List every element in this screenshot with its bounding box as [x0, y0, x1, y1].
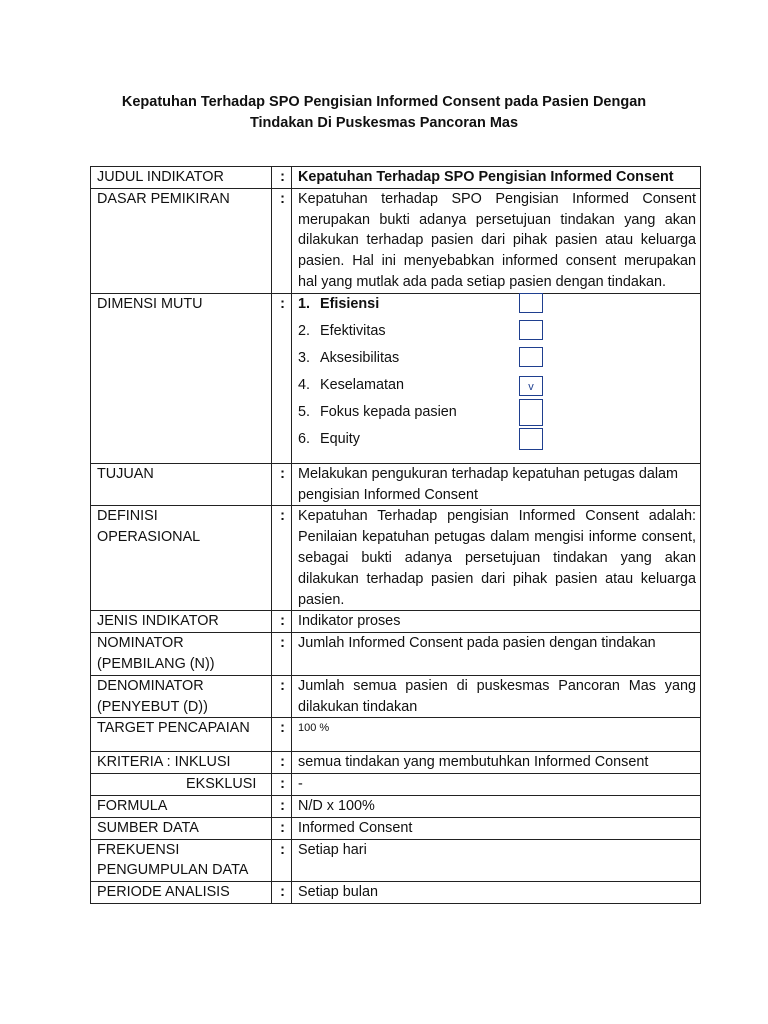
- colon: :: [272, 839, 292, 882]
- dimensi-number: 4.: [298, 376, 311, 393]
- dimensi-label: Fokus kepada pasien: [320, 403, 457, 420]
- label-sumber-data: SUMBER DATA: [91, 817, 272, 839]
- indicator-table: [90, 166, 701, 904]
- label-denominator: [91, 675, 272, 718]
- checkbox-keselamatan[interactable]: v: [519, 376, 543, 396]
- colon: :: [272, 752, 292, 774]
- row-nominator: [91, 633, 701, 676]
- label-jenis-indikator: JENIS INDIKATOR: [91, 611, 272, 633]
- colon: :: [272, 167, 292, 189]
- dimensi-item-equity: [298, 429, 696, 456]
- value-periode-analisis: Setiap bulan: [292, 882, 701, 904]
- row-judul-indikator: [91, 167, 701, 189]
- dimensi-label: Efektivitas: [320, 322, 386, 339]
- checkbox-aksesibilitas[interactable]: [519, 347, 543, 367]
- row-formula: [91, 795, 701, 817]
- checkbox-fokus-pasien[interactable]: [519, 399, 543, 426]
- value-tujuan: Melakukan pengukuran terhadap kepatuhan petugas dalam pengisian Informed Consent: [292, 463, 701, 506]
- value-definisi-operasional: Kepatuhan Terhadap pengisian Informed Consent adalah: Penilaian kepatuhan petugas dalam mengisi informe consent, sebagai bukti adanya persetujuan tindakan yang akan dilakukan terhadap pasien dari pihak pasien atau keluarga pasien.: [292, 506, 701, 611]
- row-denominator: [91, 675, 701, 718]
- label-line: (PENYEBUT (D)): [97, 698, 208, 715]
- dimensi-number: 5.: [298, 403, 311, 420]
- colon: :: [272, 774, 292, 796]
- value-denominator: Jumlah semua pasien di puskesmas Pancoran Mas yang dilakukan tindakan: [292, 675, 701, 718]
- dimensi-number: 6.: [298, 430, 311, 447]
- document-title: [60, 92, 708, 134]
- row-jenis-indikator: [91, 611, 701, 633]
- label-line: DEFINISI: [97, 508, 158, 525]
- label-line: NOMINATOR: [97, 635, 184, 652]
- label-dimensi-mutu: DIMENSI MUTU: [91, 293, 272, 463]
- value-jenis-indikator: Indikator proses: [292, 611, 701, 633]
- row-tujuan: [91, 463, 701, 506]
- title-line-2: Tindakan Di Puskesmas Pancoran Mas: [249, 115, 519, 131]
- label-kriteria-eksklusi: [91, 774, 272, 796]
- row-kriteria-eksklusi: [91, 774, 701, 796]
- label-line: (PEMBILANG (N)): [97, 655, 215, 672]
- label-line: OPERASIONAL: [97, 529, 201, 546]
- colon: :: [272, 611, 292, 633]
- colon: :: [272, 506, 292, 611]
- dimensi-label: Efisiensi: [320, 295, 380, 312]
- value-formula: N/D x 100%: [292, 795, 701, 817]
- colon: :: [272, 882, 292, 904]
- colon: :: [272, 188, 292, 293]
- value-judul-indikator: Kepatuhan Terhadap SPO Pengisian Informed Consent: [292, 167, 701, 189]
- value-frekuensi: Setiap hari: [292, 839, 701, 882]
- colon: :: [272, 633, 292, 676]
- row-dasar-pemikiran: [91, 188, 701, 293]
- dimensi-label: Aksesibilitas: [320, 349, 400, 366]
- label-line: PENGUMPULAN DATA: [97, 862, 249, 879]
- dimensi-list: [298, 294, 696, 456]
- dimensi-item-keselamatan: [298, 375, 696, 402]
- row-dimensi-mutu: [91, 293, 701, 463]
- dimensi-label: Equity: [320, 430, 360, 447]
- value-nominator: Jumlah Informed Consent pada pasien dengan tindakan: [292, 633, 701, 676]
- dimensi-number: 3.: [298, 349, 311, 366]
- dimensi-label: Keselamatan: [320, 376, 404, 393]
- value-dasar-pemikiran: Kepatuhan terhadap SPO Pengisian Informed Consent merupakan bukti adanya persetujuan tindakan yang akan dilakukan terhadap pasien dari pihak pasien atau keluarga pasien. Hal ini menyebabkan informed consent merupakan hal yang mutlak ada pada setiap pasien dengan tindakan.: [292, 188, 701, 293]
- dimensi-item-aksesibilitas: [298, 348, 696, 375]
- row-frekuensi: [91, 839, 701, 882]
- colon: :: [272, 817, 292, 839]
- value-target-pencapaian: 100 %: [292, 718, 701, 752]
- colon: :: [272, 463, 292, 506]
- checkbox-equity[interactable]: [519, 428, 543, 450]
- dimensi-item-fokus-pasien: [298, 402, 696, 429]
- label-line: FREKUENSI: [97, 841, 180, 858]
- title-line-1: Kepatuhan Terhadap SPO Pengisian Informed Consent pada Pasien Dengan: [121, 94, 647, 110]
- row-kriteria-inklusi: [91, 752, 701, 774]
- label-periode-analisis: PERIODE ANALISIS: [91, 882, 272, 904]
- checkbox-efektivitas[interactable]: [519, 320, 543, 340]
- colon: :: [272, 795, 292, 817]
- colon: :: [272, 675, 292, 718]
- value-dimensi-mutu: [292, 293, 701, 463]
- label-dasar-pemikiran: DASAR PEMIKIRAN: [91, 188, 272, 293]
- row-definisi-operasional: [91, 506, 701, 611]
- value-kriteria-eksklusi: -: [292, 774, 701, 796]
- label-kriteria-inklusi: KRITERIA : INKLUSI: [91, 752, 272, 774]
- label-judul-indikator: JUDUL INDIKATOR: [91, 167, 272, 189]
- checkbox-efisiensi[interactable]: [519, 293, 543, 313]
- dimensi-item-efisiensi: [298, 294, 696, 321]
- label-target-pencapaian: TARGET PENCAPAIAN: [91, 718, 272, 752]
- label-formula: FORMULA: [91, 795, 272, 817]
- dimensi-number: 1.: [298, 295, 311, 312]
- row-target-pencapaian: [91, 718, 701, 752]
- row-periode-analisis: [91, 882, 701, 904]
- label-tujuan: TUJUAN: [91, 463, 272, 506]
- label-line: DENOMINATOR: [97, 677, 204, 694]
- dimensi-item-efektivitas: [298, 321, 696, 348]
- colon: :: [272, 293, 292, 463]
- dimensi-number: 2.: [298, 322, 311, 339]
- label-nominator: [91, 633, 272, 676]
- value-kriteria-inklusi: semua tindakan yang membutuhkan Informed Consent: [292, 752, 701, 774]
- label-eksklusi-text: EKSKLUSI: [186, 776, 257, 793]
- colon: :: [272, 718, 292, 752]
- row-sumber-data: [91, 817, 701, 839]
- label-definisi-operasional: [91, 506, 272, 611]
- label-frekuensi: [91, 839, 272, 882]
- value-sumber-data: Informed Consent: [292, 817, 701, 839]
